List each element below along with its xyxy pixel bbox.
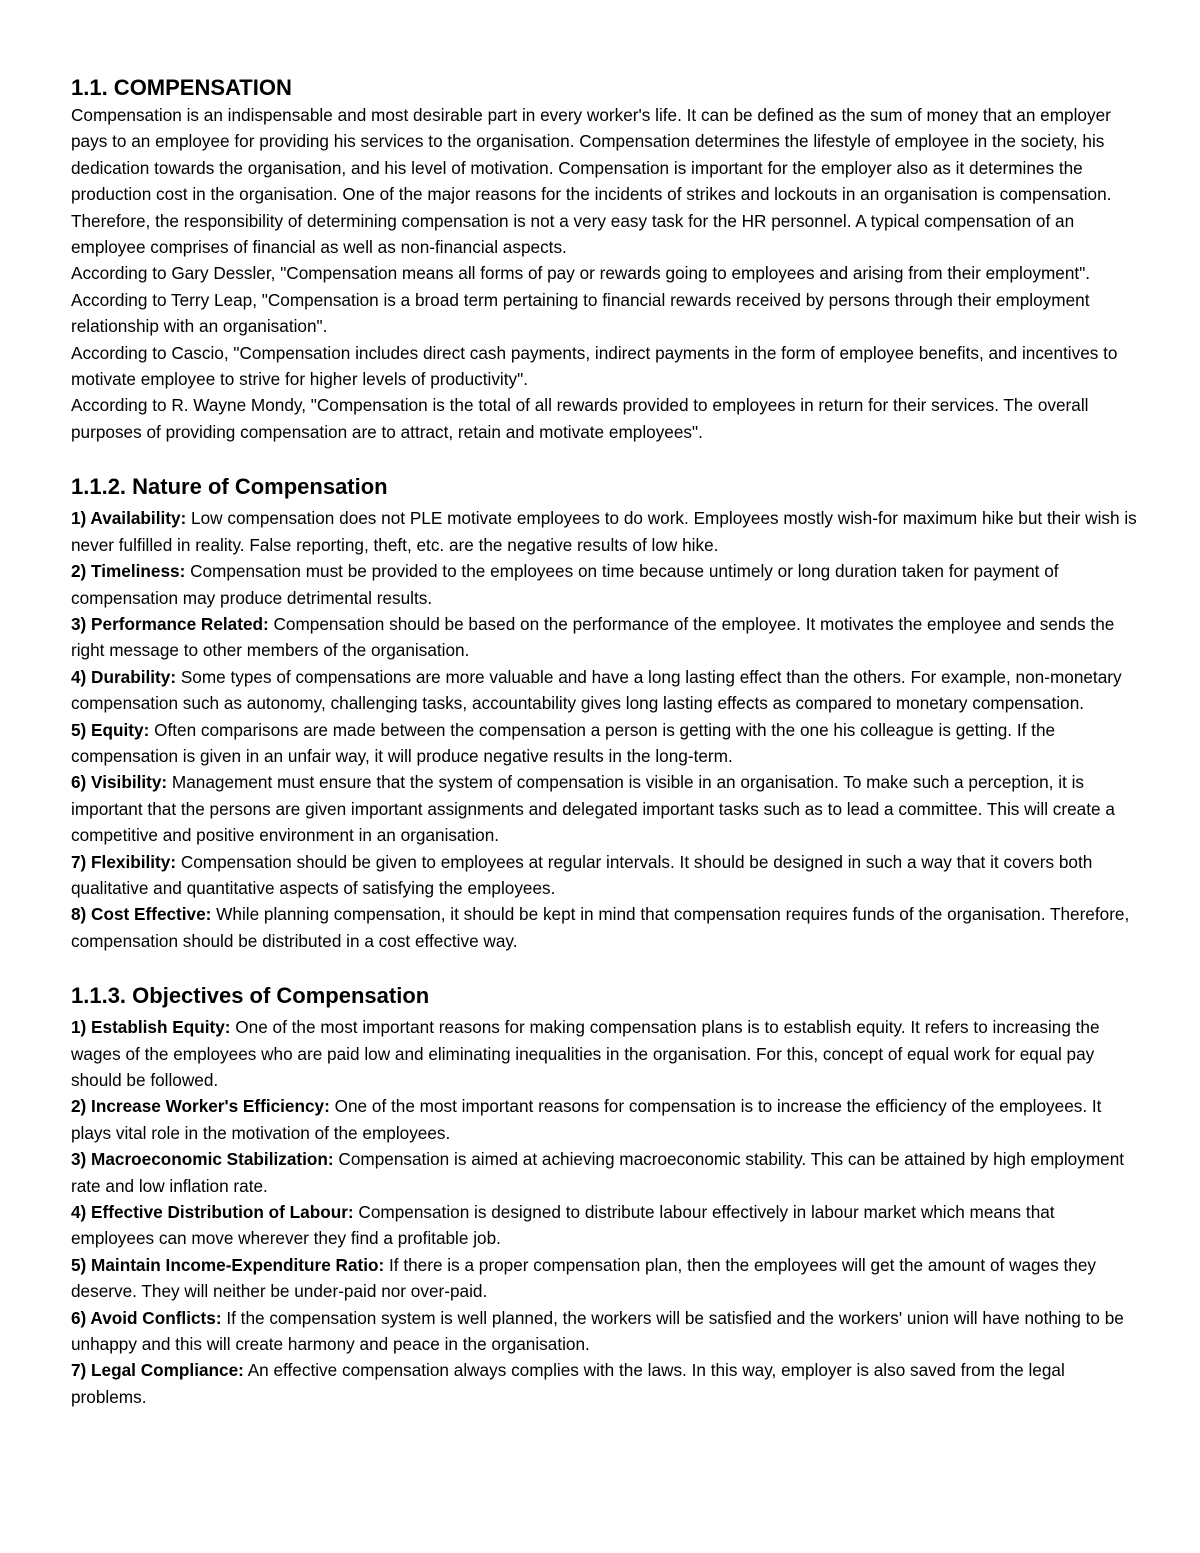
objective-item (71, 1014, 1140, 1093)
nature-item-label: 6) Visibility: (71, 772, 168, 793)
objective-item-label: 6) Avoid Conflicts: (71, 1307, 222, 1328)
objective-item-label: 1) Establish Equity: (71, 1017, 231, 1038)
objective-item (71, 1357, 1140, 1410)
nature-item-label: 4) Durability: (71, 666, 177, 687)
nature-item-text: While planning compensation, it should be kept in mind that compensation requires funds of the organisation. Therefore, compensation should be distributed in a cost effective way. (71, 904, 1130, 951)
definition-mondy: According to R. Wayne Mondy, "Compensation is the total of all rewards provided to employees in return for their services. The overall purposes of providing compensation are to attract, retain and motivate employees". (71, 395, 1089, 442)
objective-item-text: Compensation is aimed at achieving macroeconomic stability. This can be attained by high employment rate and low inflation rate. (71, 1149, 1125, 1196)
objective-item-text: If there is a proper compensation plan, then the employees will get the amount of wages they deserve. They will neither be under-paid nor over-paid. (71, 1254, 1097, 1302)
nature-item (71, 505, 1140, 558)
nature-item-label: 8) Cost Effective: (71, 904, 212, 925)
section-heading-nature: 1.1.2. Nature of Compensation (71, 474, 388, 500)
objective-item-text: One of the most important reasons for making compensation plans is to establish equity. It refers to increasing the wages of the employees who are paid low and eliminating inequalities in the organisation. For this, concept of equal work for equal pay should be followed. (71, 1017, 1100, 1090)
nature-item-text: Some types of compensations are more valuable and have a long lasting effect than the others. For example, non-monetary compensation such as autonomy, challenging tasks, accountability gives long lasting effects as compared to monetary compensation. (71, 666, 1122, 714)
objective-item (71, 1093, 1140, 1146)
section-heading-objectives: 1.1.3. Objectives of Compensation (71, 983, 430, 1009)
definition-leap: According to Terry Leap, "Compensation is a broad term pertaining to financial rewards received by persons through their employment relationship with an organisation". (71, 289, 1090, 337)
nature-item-text: Compensation should be based on the performance of the employee. It motivates the employee and sends the right message to other members of the organisation. (71, 613, 1115, 661)
objective-item-text: One of the most important reasons for compensation is to increase the efficiency of the employees. It plays vital role in the motivation of the employees. (71, 1096, 1102, 1143)
nature-item-text: Compensation must be provided to the employees on time because untimely or long duration taken for payment of compensation may produce detrimental results. (71, 561, 1059, 608)
nature-item-text: Compensation should be given to employees at regular intervals. It should be designed in such a way that it covers both qualitative and quantitative aspects of satisfying the employees. (71, 851, 1093, 898)
nature-item (71, 901, 1140, 954)
objective-item (71, 1252, 1140, 1305)
nature-item-label: 3) Performance Related: (71, 613, 269, 634)
definition-dessler: According to Gary Dessler, "Compensation means all forms of pay or rewards going to employees and arising from their employment". (71, 263, 1091, 284)
nature-item-text: Often comparisons are made between the compensation a person is getting with the one his colleague is getting. If the compensation is given in an unfair way, it will produce negative results in the long-term. (71, 719, 1056, 766)
objective-item-text: An effective compensation always complies with the laws. In this way, employer is also saved from the legal problems. (71, 1360, 1065, 1407)
nature-item-label: 1) Availability: (71, 508, 187, 529)
objective-item-text: If the compensation system is well planned, the workers will be satisfied and the workers' union will have nothing to be unhappy and this will create harmony and peace in the organisation. (71, 1307, 1124, 1355)
nature-item-label: 7) Flexibility: (71, 851, 177, 872)
nature-item-text: Low compensation does not PLE motivate employees to do work. Employees mostly wish-for maximum hike but their wish is never fulfilled in reality. False reporting, theft, etc. are the negative results of low hike. (71, 508, 1137, 555)
objective-item (71, 1199, 1140, 1252)
objective-item-label: 2) Increase Worker's Efficiency: (71, 1096, 330, 1117)
nature-item (71, 664, 1140, 717)
nature-item (71, 558, 1140, 611)
nature-item (71, 849, 1140, 902)
section-heading-compensation: 1.1. COMPENSATION (71, 75, 292, 100)
intro-paragraph: Compensation is an indispensable and most desirable part in every worker's life. It can be defined as the sum of money that an employer pays to an employee for providing his services to the organisation. Compensation determines the lifestyle of employee in the society, his dedication towards the organisation, and his level of motivation. Compensation is important for the employer also as it determines the production cost in the organisation. One of the major reasons for the incidents of strikes and lockouts in an organisation is compensation. Therefore, the responsibility of determining compensation is not a very easy task for the HR personnel. A typical compensation of an employee comprises of financial as well as non-financial aspects. (71, 105, 1112, 258)
objective-item-label: 5) Maintain Income-Expenditure Ratio: (71, 1254, 385, 1275)
objective-item (71, 1146, 1140, 1199)
definition-cascio: According to Cascio, "Compensation includes direct cash payments, indirect payments in the form of employee benefits, and incentives to motivate employee to strive for higher levels of productivity". (71, 342, 1118, 390)
nature-item-label: 2) Timeliness: (71, 561, 186, 582)
objective-item-label: 3) Macroeconomic Stabilization: (71, 1149, 334, 1170)
nature-item-text: Management must ensure that the system of compensation is visible in an organisation. To make such a perception, it is important that the persons are given important assignments and delegated important tasks such as to lead a committee. This will create a competitive and positive environment in an organisation. (71, 772, 1115, 846)
objective-item-text: Compensation is designed to distribute labour effectively in labour market which means that employees can move wherever they find a profitable job. (71, 1202, 1055, 1249)
nature-item (71, 769, 1140, 848)
nature-item (71, 611, 1140, 664)
objective-item (71, 1305, 1140, 1358)
nature-item (71, 717, 1140, 770)
nature-item-label: 5) Equity: (71, 719, 150, 740)
objective-item-label: 7) Legal Compliance: (71, 1360, 244, 1381)
objective-item-label: 4) Effective Distribution of Labour: (71, 1202, 354, 1223)
